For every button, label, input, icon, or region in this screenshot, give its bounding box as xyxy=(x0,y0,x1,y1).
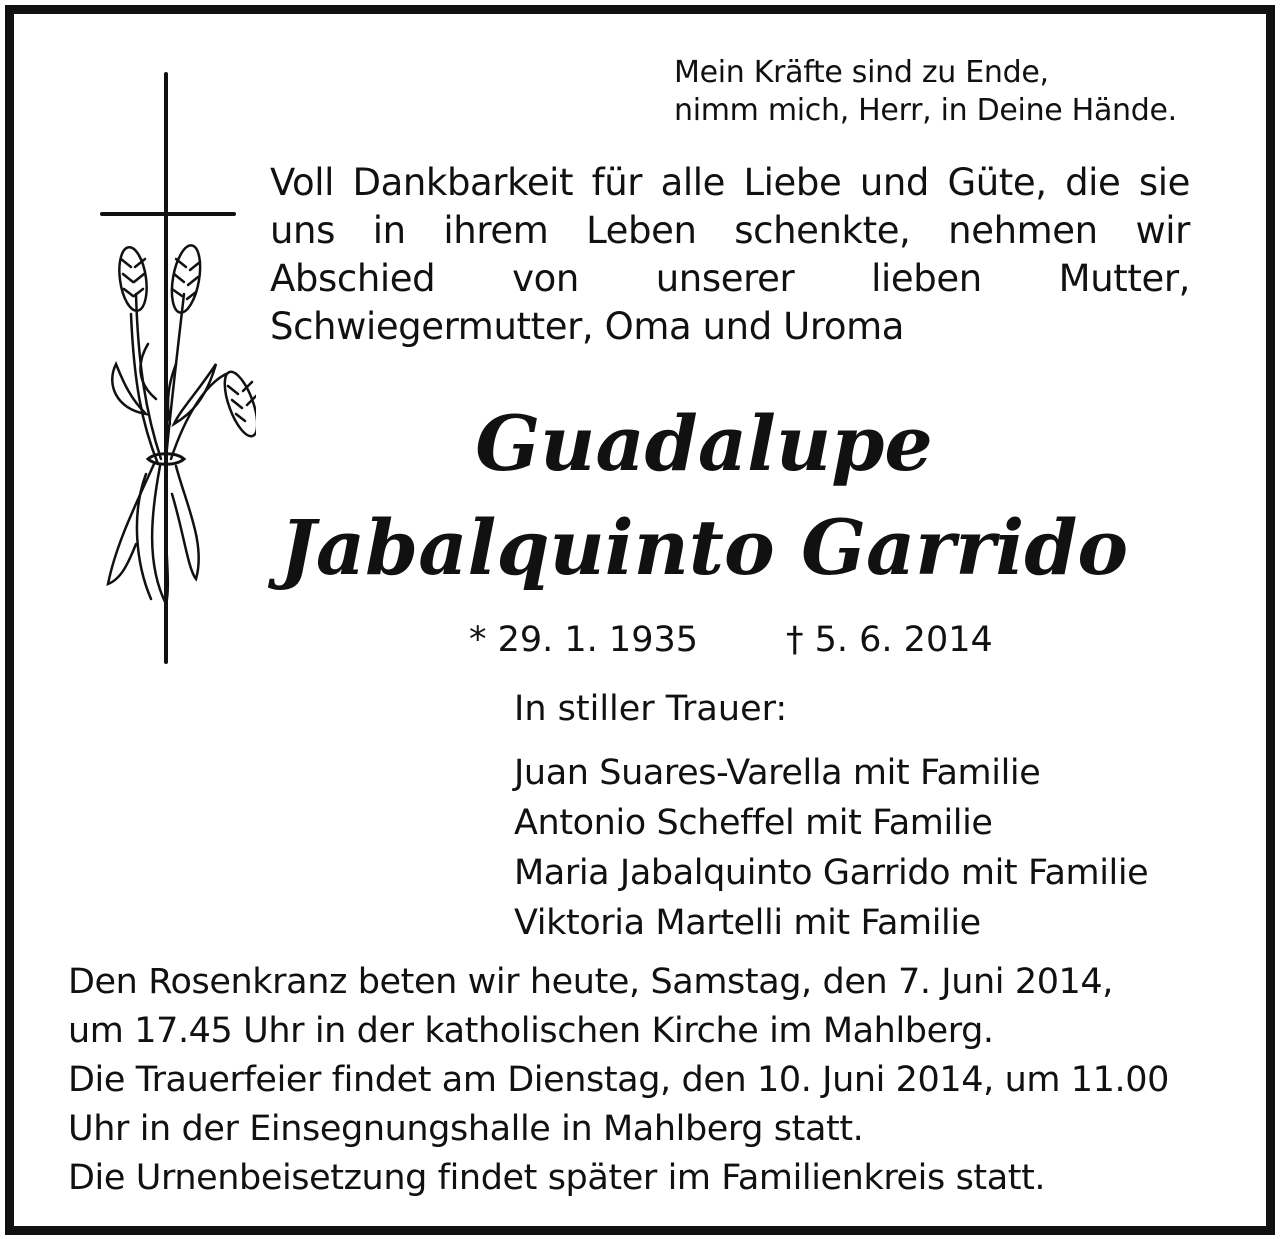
deceased-last-name: Jabalquinto Garrido xyxy=(279,503,1129,592)
motto-line: nimm mich, Herr, in Deine Hände. xyxy=(674,93,1177,128)
service-line: Die Trauerfeier findet am Dienstag, den 10. Juni 2014, um 11.00 xyxy=(68,1060,1170,1100)
death-date: † 5. 6. 2014 xyxy=(786,620,993,660)
intro-paragraph: Voll Dankbarkeit für alle Liebe und Güte, die sie uns in ihrem Leben schenkte, nehmen wir Abschied von unserer lieben Mutter, Schwiegermutter, Oma und Uroma xyxy=(270,161,1190,348)
service-details xyxy=(68,958,1198,1203)
mourner-entry: Juan Suares-Varella mit Familie xyxy=(514,753,1041,793)
mourner-entry: Viktoria Martelli mit Familie xyxy=(514,903,981,943)
mourning-heading: In stiller Trauer: xyxy=(514,689,788,729)
obituary-frame xyxy=(5,5,1275,1235)
mourner-entry: Antonio Scheffel mit Familie xyxy=(514,803,993,843)
mourners-list xyxy=(514,748,1148,948)
service-line: Den Rosenkranz beten wir heute, Samstag, den 7. Juni 2014, xyxy=(68,962,1114,1002)
motto-line: Mein Kräfte sind zu Ende, xyxy=(674,55,1049,90)
service-line: Die Urnenbeisetzung findet später im Familienkreis statt. xyxy=(68,1158,1046,1198)
motto-verse xyxy=(674,54,1177,130)
life-dates xyxy=(469,618,993,662)
mourner-entry: Maria Jabalquinto Garrido mit Familie xyxy=(514,853,1149,893)
service-line: Uhr in der Einsegnungshalle in Mahlberg statt. xyxy=(68,1109,864,1149)
service-line: um 17.45 Uhr in der katholischen Kirche im Mahlberg. xyxy=(68,1011,994,1051)
birth-date: * 29. 1. 1935 xyxy=(469,620,699,660)
deceased-first-name: Guadalupe xyxy=(475,399,933,488)
deceased-name xyxy=(204,392,1204,600)
